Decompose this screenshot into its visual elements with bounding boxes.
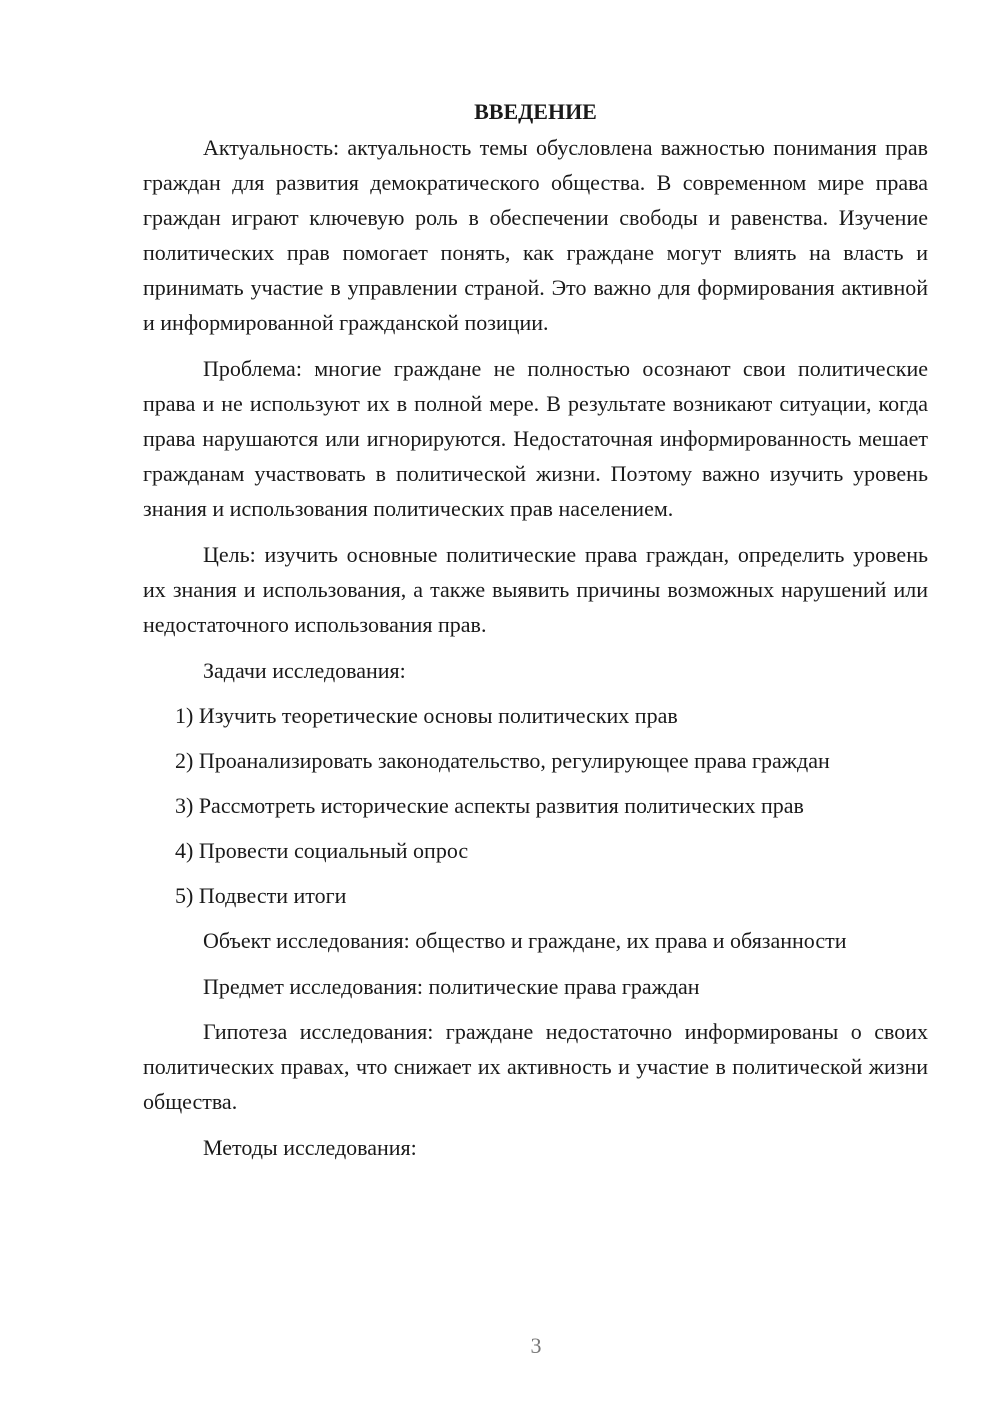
task-item: 4) Провести социальный опрос bbox=[175, 838, 469, 863]
relevance-paragraph: Актуальность: актуальность темы обусловлена важностью понимания прав граждан для развития демократического общества. В современном мире права граждан играют ключевую роль в обеспечении свободы и равенства. Изучение политических прав помогает понять, как граждане могут влиять на власть и принимать участие в управлении страной. Это важно для формирования активной и информированной гражданской позиции. bbox=[143, 135, 928, 335]
task-item: 2) Проанализировать законодательство, регулирующее права граждан bbox=[175, 748, 830, 773]
page-number: 3 bbox=[530, 1333, 542, 1358]
methods-heading: Методы исследования: bbox=[203, 1135, 417, 1160]
tasks-heading: Задачи исследования: bbox=[203, 658, 406, 683]
task-item: 3) Рассмотреть исторические аспекты развития политических прав bbox=[175, 793, 804, 818]
hypothesis-paragraph: Гипотеза исследования: граждане недостаточно информированы о своих политических правах, что снижает их активность и участие в политической жизни общества. bbox=[143, 1019, 928, 1114]
problem-paragraph: Проблема: многие граждане не полностью осознают свои политические права и не используют их в полной мере. В результате возникают ситуации, когда права нарушаются или игнорируются. Недостаточная информированность мешает гражданам участвовать в политической жизни. Поэтому важно изучить уровень знания и использования политических прав населением. bbox=[143, 356, 928, 521]
object-paragraph: Объект исследования: общество и граждане, их права и обязанности bbox=[203, 928, 847, 953]
document-page bbox=[143, 94, 928, 1175]
section-title: ВВЕДЕНИЕ bbox=[474, 99, 597, 124]
goal-paragraph: Цель: изучить основные политические права граждан, определить уровень их знания и использования, а также выявить причины возможных нарушений или недостаточного использования прав. bbox=[143, 542, 928, 637]
task-item: 5) Подвести итоги bbox=[175, 883, 347, 908]
subject-paragraph: Предмет исследования: политические права граждан bbox=[203, 974, 700, 999]
task-item: 1) Изучить теоретические основы политических прав bbox=[175, 703, 678, 728]
